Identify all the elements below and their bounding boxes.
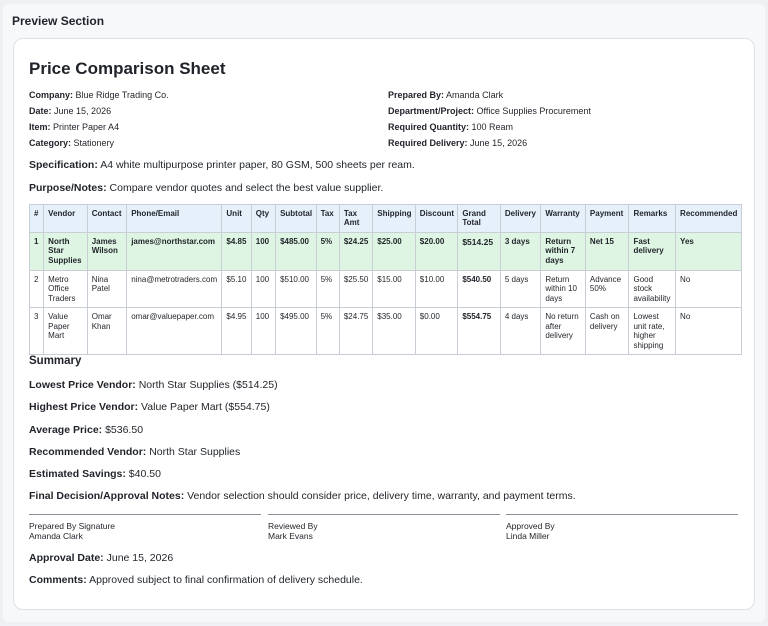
table-header-row: [30, 205, 742, 233]
column-header: Grand Total: [458, 205, 501, 233]
column-header: Contact: [87, 205, 126, 233]
table-cell: $4.85: [222, 233, 251, 271]
table-cell: 3: [30, 308, 44, 355]
table-cell: 5%: [316, 271, 339, 308]
column-header: Tax: [316, 205, 339, 233]
summary-value: $536.50: [105, 424, 144, 436]
table-cell: $5.10: [222, 271, 251, 308]
summary-value: $40.50: [128, 468, 161, 480]
signature-name: Mark Evans: [268, 531, 313, 542]
section-title: Preview Section: [12, 14, 105, 28]
table-cell: No: [676, 308, 742, 355]
table-cell: Net 15: [585, 233, 629, 271]
preview-panel: [3, 4, 765, 622]
table-cell: Good stock availability: [629, 271, 676, 308]
summary-label: Average Price:: [29, 424, 103, 436]
summary-value: Value Paper Mart ($554.75): [141, 401, 270, 413]
meta-value: Blue Ridge Trading Co.: [75, 90, 169, 100]
table-cell: 100: [251, 271, 275, 308]
meta-value: Printer Paper A4: [53, 122, 120, 132]
table-cell: Return within 7 days: [541, 233, 586, 271]
column-header: Subtotal: [276, 205, 317, 233]
table-cell: Nina Patel: [87, 271, 126, 308]
table-cell: $35.00: [373, 308, 416, 355]
meta-department: [388, 106, 591, 116]
table-row-recommended: [30, 233, 742, 271]
summary-label: Recommended Vendor:: [29, 446, 147, 458]
summary-savings: [29, 468, 161, 480]
specification-label: Specification:: [29, 159, 98, 171]
column-header: Discount: [415, 205, 458, 233]
meta-label: Date:: [29, 106, 52, 116]
summary-highest: [29, 401, 270, 413]
table-cell: omar@valuepaper.com: [127, 308, 222, 355]
signature-approved-by: [506, 514, 738, 541]
approval-date-value: June 15, 2026: [106, 552, 174, 564]
document-title: Price Comparison Sheet: [29, 59, 226, 78]
signature-title: Prepared By Signature: [29, 521, 115, 531]
table-cell: Metro Office Traders: [44, 271, 88, 308]
table-cell: James Wilson: [87, 233, 126, 271]
signature-reviewed-by: [268, 514, 500, 541]
meta-value: Stationery: [73, 138, 115, 148]
table-cell: 100: [251, 233, 275, 271]
table-cell: $4.95: [222, 308, 251, 355]
table-cell: $10.00: [415, 271, 458, 308]
summary-value: Vendor selection should consider price, delivery time, warranty, and payment terms.: [187, 490, 576, 502]
meta-label: Category:: [29, 138, 72, 148]
table-cell: Return within 10 days: [541, 271, 586, 308]
column-header: Shipping: [373, 205, 416, 233]
table-cell: $495.00: [276, 308, 317, 355]
table-cell: $24.25: [339, 233, 372, 271]
table-row: [30, 271, 742, 308]
column-header: Qty: [251, 205, 275, 233]
table-row: [30, 308, 742, 355]
signature-prepared-by: [29, 514, 261, 541]
table-cell: 5%: [316, 308, 339, 355]
purpose-label: Purpose/Notes:: [29, 182, 107, 194]
table-cell: No return after delivery: [541, 308, 586, 355]
column-header: Tax Amt: [339, 205, 372, 233]
table-cell: $15.00: [373, 271, 416, 308]
column-header: Recommended: [676, 205, 742, 233]
column-header: Remarks: [629, 205, 676, 233]
specification-value: A4 white multipurpose printer paper, 80 GSM, 500 sheets per ream.: [100, 159, 415, 171]
table-cell: 5%: [316, 233, 339, 271]
table-cell: $540.50: [458, 271, 501, 308]
summary-label: Estimated Savings:: [29, 468, 126, 480]
meta-value: Amanda Clark: [446, 90, 504, 100]
meta-required-delivery: [388, 138, 527, 148]
summary-label: Highest Price Vendor:: [29, 401, 139, 413]
table-cell: $510.00: [276, 271, 317, 308]
signature-name: Amanda Clark: [29, 531, 83, 542]
purpose-notes: [29, 182, 383, 194]
table-cell: Fast delivery: [629, 233, 676, 271]
meta-label: Prepared By:: [388, 90, 445, 100]
table-cell: Value Paper Mart: [44, 308, 88, 355]
column-header: Phone/Email: [127, 205, 222, 233]
meta-label: Required Delivery:: [388, 138, 468, 148]
comparison-table: [29, 204, 742, 355]
meta-company: [29, 90, 169, 100]
column-header: Payment: [585, 205, 629, 233]
table-cell: 2: [30, 271, 44, 308]
summary-lowest: [29, 379, 278, 391]
specification: [29, 159, 415, 171]
summary-final-notes: [29, 490, 576, 502]
table-cell: Omar Khan: [87, 308, 126, 355]
summary-heading: Summary: [29, 355, 82, 367]
comments-value: Approved subject to final confirmation of delivery schedule.: [89, 574, 363, 586]
table-cell: 3 days: [500, 233, 541, 271]
table-cell: james@northstar.com: [127, 233, 222, 271]
table-cell: 1: [30, 233, 44, 271]
table-cell: nina@metrotraders.com: [127, 271, 222, 308]
table-cell: $25.00: [373, 233, 416, 271]
table-cell: $25.50: [339, 271, 372, 308]
summary-value: North Star Supplies: [149, 446, 241, 458]
meta-value: June 15, 2026: [54, 106, 112, 116]
table-cell: Lowest unit rate, higher shipping: [629, 308, 676, 355]
summary-average: [29, 424, 143, 436]
table-cell: $20.00: [415, 233, 458, 271]
summary-value: North Star Supplies ($514.25): [138, 379, 278, 391]
meta-label: Department/Project:: [388, 106, 475, 116]
table-cell: Advance 50%: [585, 271, 629, 308]
column-header: Vendor: [44, 205, 88, 233]
table-cell: North Star Supplies: [44, 233, 88, 271]
comments: [29, 574, 363, 586]
column-header: Warranty: [541, 205, 586, 233]
purpose-value: Compare vendor quotes and select the best value supplier.: [109, 182, 384, 194]
table-cell: No: [676, 271, 742, 308]
signature-title: Approved By: [506, 521, 555, 531]
approval-date-label: Approval Date:: [29, 552, 104, 564]
meta-value: Office Supplies Procurement: [476, 106, 591, 116]
column-header: #: [30, 205, 44, 233]
table-cell: Cash on delivery: [585, 308, 629, 355]
table-cell: $24.75: [339, 308, 372, 355]
signature-title: Reviewed By: [268, 521, 318, 531]
table-cell: Yes: [676, 233, 742, 271]
table-cell: $485.00: [276, 233, 317, 271]
table-cell: 100: [251, 308, 275, 355]
table-cell: $554.75: [458, 308, 501, 355]
meta-value: 100 Ream: [471, 122, 514, 132]
table-cell: $0.00: [415, 308, 458, 355]
summary-label: Lowest Price Vendor:: [29, 379, 136, 391]
column-header: Unit: [222, 205, 251, 233]
meta-label: Required Quantity:: [388, 122, 470, 132]
approval-date: [29, 552, 173, 564]
meta-item: [29, 122, 119, 132]
table-cell: 5 days: [500, 271, 541, 308]
meta-date: [29, 106, 111, 116]
comments-label: Comments:: [29, 574, 87, 586]
meta-prepared-by: [388, 90, 503, 100]
table-cell: 4 days: [500, 308, 541, 355]
meta-label: Item:: [29, 122, 51, 132]
meta-value: June 15, 2026: [470, 138, 528, 148]
signature-name: Linda Miller: [506, 531, 550, 542]
document-card: [13, 38, 755, 610]
meta-category: [29, 138, 114, 148]
summary-label: Final Decision/Approval Notes:: [29, 490, 185, 502]
meta-label: Company:: [29, 90, 74, 100]
summary-recommended: [29, 446, 240, 458]
column-header: Delivery: [500, 205, 541, 233]
table-cell: $514.25: [458, 233, 501, 271]
meta-required-quantity: [388, 122, 513, 132]
